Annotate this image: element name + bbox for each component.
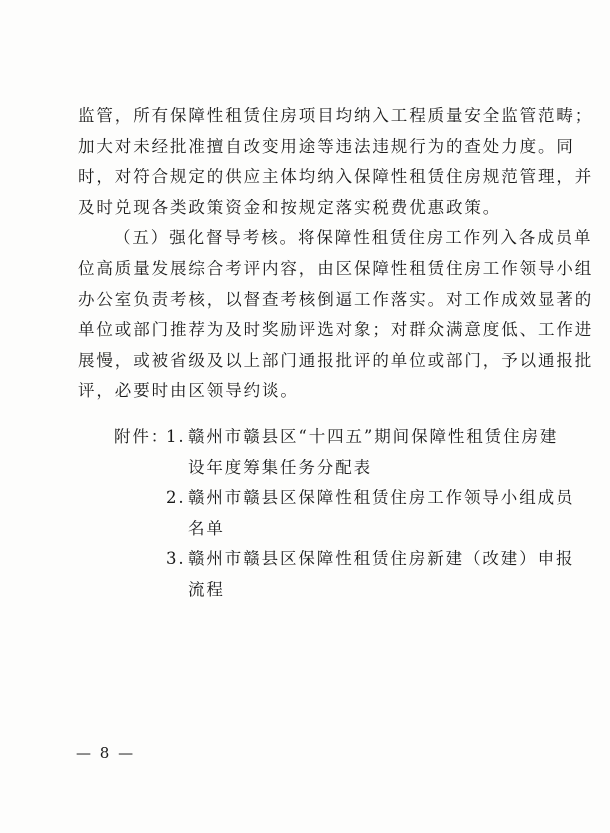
paragraph-line: 单位或部门推荐为及时奖励评选对象；对群众满意度低、工作进: [78, 320, 594, 340]
attachment-title: [188, 544, 574, 605]
paragraph-line: 办公室负责考核，以督查考核倒逼工作落实。对工作成效显著的: [78, 289, 594, 309]
attachment-item-1: [114, 422, 559, 483]
attachment-number: 3.: [166, 549, 186, 569]
attachments-list: [114, 422, 575, 606]
attachment-title-line: 赣州市赣县区“十四五”期间保障性租赁住房建: [188, 427, 559, 446]
paragraph-line: 评，必要时由区领导约谈。: [78, 381, 299, 401]
paragraph-line: 加大对未经批准擅自改变用途等违法违规行为的查处力度。同: [78, 136, 575, 156]
paragraph-line: 时，对符合规定的供应主体均纳入保障性租赁住房规范管理，并: [78, 167, 594, 187]
paragraph-line: 展慢，或被省级及以上部门通报批评的单位或部门，予以通报批: [78, 350, 594, 370]
attachment-title-line: 赣州市赣县区保障性租赁住房新建（改建）申报: [188, 549, 575, 569]
paragraph-line: 位高质量发展综合考评内容，由区保障性租赁住房工作领导小组: [78, 258, 594, 278]
attachment-item-2: [114, 483, 575, 544]
attachment-title-line: 赣州市赣县区保障性租赁住房工作领导小组成员: [188, 488, 575, 508]
attachment-title-line: 设年度筹集任务分配表: [188, 457, 372, 477]
attachment-number: 2.: [166, 488, 186, 508]
attachments-prefix: 附件：: [114, 427, 170, 446]
attachment-title-line: 名单: [188, 518, 225, 538]
paragraph-line: 监管，所有保障性租赁住房项目均纳入工程质量安全监管范畴；: [78, 106, 594, 125]
attachment-title-line: 流程: [188, 579, 225, 599]
section-heading-line: （五）强化督导考核。将保障性租赁住房工作列入各成员单: [114, 228, 593, 248]
attachment-title: [188, 483, 574, 544]
body-paragraphs: [78, 101, 594, 407]
paragraph-line: 及时兑现各类政策资金和按规定落实税费优惠政策。: [78, 197, 502, 217]
attachment-item-3: [114, 544, 575, 605]
attachment-number: 1.: [166, 427, 186, 446]
page-number: — 8 —: [76, 744, 136, 762]
attachment-title: [188, 422, 558, 483]
